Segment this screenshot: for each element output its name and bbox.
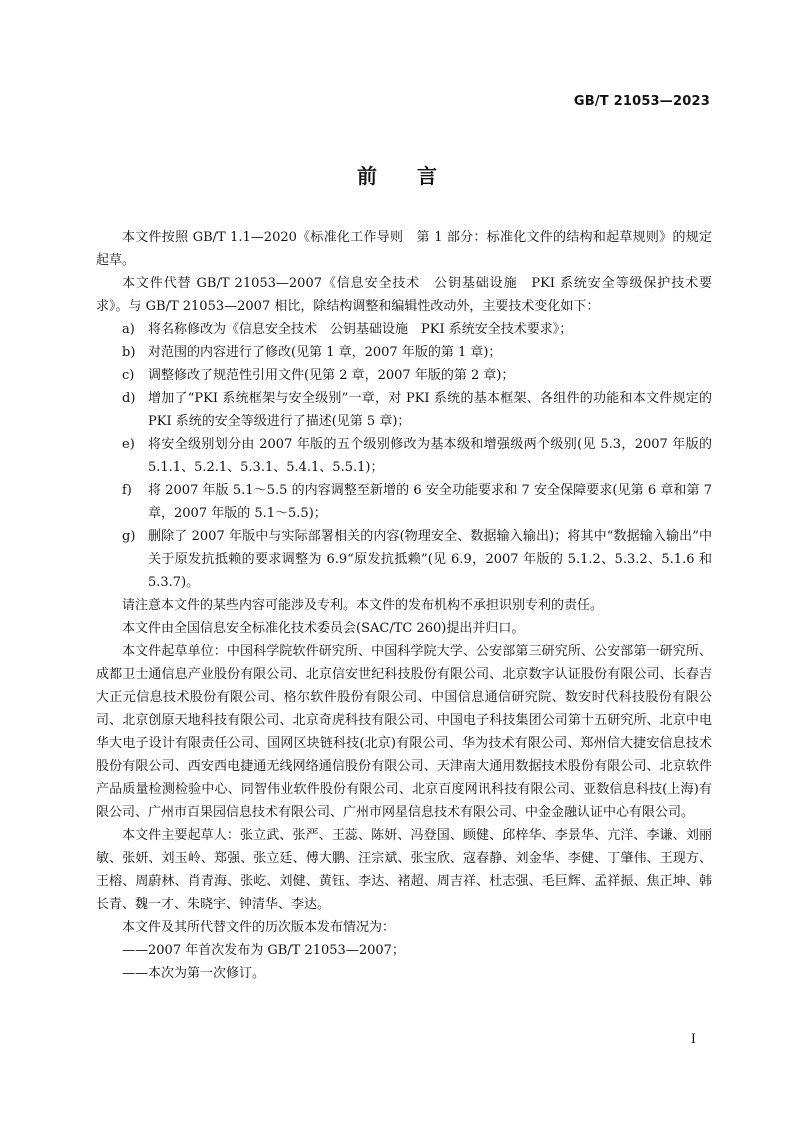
list-marker: c) [122, 368, 135, 383]
list-item [96, 525, 712, 594]
paragraph-version-history: 本文件及其所代替文件的历次版本发布情况为： [122, 920, 396, 935]
list-item-text: 调整修改了规范性引用文件(见第 2 章，2007 年版的第 2 章)； [148, 368, 515, 383]
page-title: 前言 [357, 164, 477, 188]
list-item-text: 对范围的内容进行了修改(见第 1 章，2007 年版的第 1 章)； [148, 345, 502, 360]
paragraph-patent-notice: 请注意本文件的某些内容可能涉及专利。本文件的发布机构不承担识别专利的责任。 [122, 598, 604, 613]
list-item-text: 增加了“PKI 系统框架与安全级别”一章，对 PKI 系统的基本框架、各组件的功能和本文件规定的 PKI 系统的安全等级进行了描述(见第 5 章)； [148, 391, 712, 429]
list-marker: b) [122, 345, 136, 360]
list-marker: e) [122, 437, 135, 452]
history-item: ——2007 年首次发布为 GB/T 21053—2007； [122, 943, 405, 958]
list-marker: d) [122, 391, 136, 406]
paragraph-drafters: 本文件主要起草人：张立武、张严、王蕊、陈妍、冯登国、顾健、邱梓华、李景华、亢洋、李谦、刘丽敏、张妍、刘玉岭、郑强、张立廷、傅大鹏、汪宗斌、张宝欣、寇春静、刘金华、李健、丁肇伟、王现方、王榕、周蔚林、肖青海、张屹、刘健、黄钰、李达、褚超、周吉祥、杜志强、毛巨辉、孟祥振、焦正坤、韩长青、魏一才、朱晓宇、钟清华、李达。 [96, 828, 712, 912]
list-item [96, 341, 712, 364]
list-item [96, 318, 712, 341]
list-marker: g) [122, 529, 136, 544]
paragraph-proposer: 本文件由全国信息安全标准化技术委员会(SAC/TC 260)提出并归口。 [122, 621, 525, 636]
page-number: I [690, 1032, 696, 1047]
list-item-text: 将 2007 年版 5.1～5.5 的内容调整至新增的 6 安全功能要求和 7 安全保障要求(见第 6 章和第 7 章，2007 年版的 5.1～5.5)； [148, 483, 712, 521]
history-item: ——本次为第一次修订。 [122, 966, 266, 981]
changes-list [96, 318, 712, 594]
list-item [96, 364, 712, 387]
foreword-body [96, 226, 712, 985]
list-item [96, 387, 712, 433]
list-item [96, 433, 712, 479]
paragraph-drafting-units: 本文件起草单位：中国科学院软件研究所、中国科学院大学、公安部第三研究所、公安部第一研究所、成都卫士通信息产业股份有限公司、北京信安世纪科技股份有限公司、北京数字认证股份有限公司、长春吉大正元信息技术股份有限公司、格尔软件股份有限公司、中国信息通信研究院、数安时代科技股份有限公司、北京创原天地科技有限公司、北京奇虎科技有限公司、中国电子科技集团公司第十五研究所、北京中电华大电子设计有限责任公司、国网区块链科技(北京)有限公司、华为技术有限公司、郑州信大捷安信息技术股份有限公司、西安西电捷通无线网络通信股份有限公司、天津南大通用数据技术股份有限公司、北京软件产品质量检测检验中心、同智伟业软件股份有限公司、北京百度网讯科技有限公司、亚数信息科技(上海)有限公司、广州市百果园信息技术有限公司、广州市网星信息技术有限公司、中金金融认证中心有限公司。 [96, 644, 712, 820]
paragraph-drafting-rules: 本文件按照 GB/T 1.1—2020《标准化工作导则 第 1 部分：标准化文件的结构和起草规则》的规定起草。 [96, 230, 712, 268]
list-marker: f) [122, 483, 132, 498]
list-item-text: 删除了 2007 年版中与实际部署相关的内容(物理安全、数据输入输出)；将其中“数据输入输出”中关于原发抗抵赖的要求调整为 6.9“原发抗抵赖”(见 6.9，2007 年版的 5.1.2、5.3.2、5.1.6 和 5.3.7)。 [148, 529, 712, 590]
paragraph-replacement: 本文件代替 GB/T 21053—2007《信息安全技术 公钥基础设施 PKI 系统安全等级保护技术要求》。与 GB/T 21053—2007 相比，除结构调整和编辑性改动外，主要技术变化如下： [96, 276, 712, 314]
list-item [96, 479, 712, 525]
document-code: GB/T 21053—2023 [573, 94, 710, 109]
list-marker: a) [122, 322, 135, 337]
list-item-text: 将安全级别划分由 2007 年版的五个级别修改为基本级和增强级两个级别(见 5.3，2007 年版的 5.1.1、5.2.1、5.3.1、5.4.1、5.5.1)； [148, 437, 712, 475]
list-item-text: 将名称修改为《信息安全技术 公钥基础设施 PKI 系统安全技术要求》； [148, 322, 573, 337]
